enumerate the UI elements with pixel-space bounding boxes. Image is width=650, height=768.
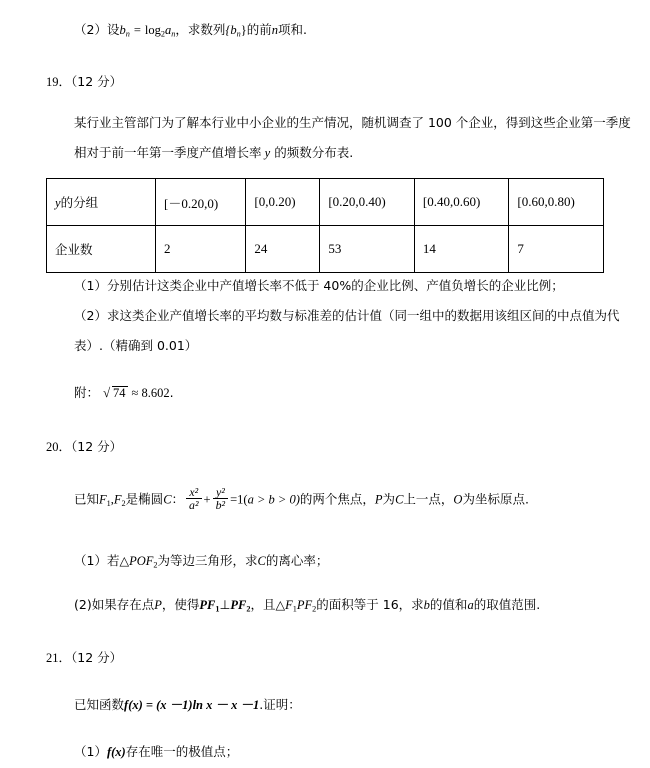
q20-stem-prefix: 已知: [74, 491, 100, 507]
fraction-numerator-x2: x²: [186, 486, 202, 499]
question-19-part-2-line-2: 表）.（精确到 0.01）: [74, 338, 198, 353]
question-19-stem-line-1: 某行业主管部门为了解本行业中小企业的生产情况，随机调查了 100 个企业，得到这些企业第一季度: [74, 115, 631, 130]
sqrt-radicand: 74: [113, 386, 126, 400]
q20-F1PF2-PF: PF: [296, 598, 313, 612]
fraction-x2-a2: [186, 486, 202, 512]
q20-PF1-subscript: 1: [215, 604, 220, 614]
q20-F2: F: [113, 492, 122, 507]
q20-POF: POF: [129, 554, 154, 568]
q20-part2-mid1: ，使得: [161, 597, 200, 612]
question-21-points: ．（12 分）: [58, 650, 123, 665]
q20-plus: +: [203, 492, 211, 507]
q18-n-symbol: n: [271, 23, 278, 37]
table-row-values: [47, 226, 604, 273]
q20-part2-mid4: 的值和: [429, 597, 468, 612]
q20-F1PF2-F: F: [285, 598, 293, 612]
question-21-stem: [74, 697, 301, 713]
q18-mid-text: ，求数列: [175, 22, 226, 37]
q18-end-text: 项和.: [278, 22, 307, 37]
q19-stem-prefix: 相对于前一年第一季度产值增长率: [74, 145, 262, 160]
q20-part1-mid: 为等边三角形，求: [157, 553, 258, 568]
table-header-cell-3: [0.20,0.40): [320, 179, 415, 226]
table-cell-value-1: 2: [156, 226, 246, 273]
question-20-header: 20．（12 分）: [46, 439, 123, 454]
q20-comma: ,: [110, 492, 114, 507]
q20-equals: =: [230, 492, 238, 507]
q20-colon: ：: [171, 491, 185, 507]
q20-condition: a > b > 0): [247, 492, 300, 507]
note-label: 附：: [74, 385, 100, 400]
q20-C2: C: [395, 492, 404, 507]
table-header-cell-1: [－0.20,0): [156, 179, 246, 226]
sqrt-74: [103, 386, 128, 401]
table-header-cell-4: [0.40,0.60): [414, 179, 509, 226]
question-19-stem-line-2: [74, 145, 353, 161]
q20-PF2: PF: [230, 598, 247, 612]
q21-stem-end: .证明：: [259, 697, 301, 712]
q18-equals: =: [133, 23, 141, 37]
q18-part2-prefix: （2）设: [74, 22, 120, 37]
table-header-cell-2: [0,0.20): [246, 179, 320, 226]
q20-PF1: PF: [199, 598, 216, 612]
question-20-part-2: [74, 597, 540, 614]
q18-set-open: {b: [225, 23, 237, 37]
q18-log-base: 2: [160, 29, 165, 39]
question-20-points: （12 分）: [71, 439, 123, 454]
fraction-denominator-b2: b²: [215, 498, 226, 513]
question-20-number: 20: [46, 440, 59, 454]
q20-F1PF2-sub2: 2: [312, 604, 317, 614]
q20-stem-mid: 是椭圆: [125, 491, 164, 507]
q21-part1-fx: (x): [111, 745, 126, 759]
question-20-stem: [74, 487, 529, 513]
q18-a-symbol: a: [164, 23, 172, 37]
table-cell-value-3: 53: [320, 226, 415, 273]
q20-point-text: 上一点，: [403, 491, 454, 507]
note-period: .: [169, 385, 174, 400]
question-19-part-2-line-1: （2）求这类企业产值增长率的平均数与标准差的估计值（同一组中的数据用该组区间的中点值为代: [74, 308, 620, 323]
q21-function-expression: (x) = (x －1)ln x － x －1: [128, 698, 260, 712]
question-19-note: [74, 385, 174, 401]
q18-tail-text: 的前: [246, 22, 272, 37]
q21-part1-f: f: [106, 745, 112, 759]
q20-part2-mid2: ，且△: [250, 597, 286, 612]
table-header-cell-5: [0.60,0.80): [509, 179, 604, 226]
q20-stem-post: 的两个焦点，: [299, 491, 375, 507]
q18-a-subscript: n: [171, 29, 176, 39]
q20-PF2-subscript: 2: [246, 604, 251, 614]
question-19-header: 19．（12 分）: [46, 74, 123, 89]
q18-set-close: }: [240, 23, 247, 37]
frequency-distribution-table: [46, 178, 604, 273]
fraction-y2-b2: [213, 486, 229, 512]
q20-origin-text: 为坐标原点.: [462, 491, 529, 507]
question-21-part-1: [74, 744, 238, 760]
q20-part2-b: b: [423, 598, 430, 612]
q21-part1-prefix: （1）: [74, 744, 107, 759]
q21-function-f: f: [124, 698, 129, 712]
q20-part2-mid3: 的面积等于 16，求: [316, 597, 424, 612]
q20-part2-end: 的取值范围.: [473, 597, 541, 612]
q18-b-subscript: n: [125, 29, 130, 39]
q20-P: P: [374, 492, 383, 507]
question-19-points: （12 分）: [71, 74, 123, 89]
question-21-number: 21: [46, 651, 59, 665]
q20-POF-subscript: 2: [153, 560, 158, 570]
question-19-number: 19: [46, 75, 59, 89]
table-row-label: 企业数: [47, 226, 156, 273]
q19-stem-suffix: 的频数分布表.: [274, 145, 354, 160]
note-approx-value: ≈ 8.602: [131, 386, 170, 400]
q21-stem-prefix: 已知函数: [74, 697, 125, 712]
q20-part1-prefix: （1）若△: [74, 553, 130, 568]
q20-perpendicular: ⊥: [219, 598, 231, 612]
q20-part1-C: C: [257, 554, 266, 568]
q20-part2-P: P: [154, 598, 162, 612]
table-header-cell-group: [47, 179, 156, 226]
fraction-numerator-y2: y²: [213, 486, 229, 499]
q18-b-symbol: b: [119, 23, 126, 37]
question-20-part-1: [74, 553, 328, 570]
table-header-label: 的分组: [60, 195, 99, 210]
q20-on-text: 为: [382, 491, 396, 507]
table-header-variable: y: [55, 196, 61, 210]
q20-F1PF2-sub1: 1: [292, 604, 297, 614]
fraction-denominator-a2: a²: [189, 498, 199, 513]
q21-part1-end: 存在唯一的极值点；: [125, 744, 239, 759]
q20-F1: F: [99, 492, 107, 507]
q20-F1-subscript: 1: [106, 498, 111, 508]
q19-variable-y: y: [264, 146, 271, 160]
q18-log: log: [144, 23, 161, 37]
q20-part1-end: 的离心率；: [265, 553, 329, 568]
q20-F2-subscript: 2: [121, 498, 126, 508]
q18-set-subscript: n: [236, 29, 241, 39]
table-cell-value-2: 24: [246, 226, 320, 273]
q20-O: O: [453, 492, 463, 507]
table-row-header: [47, 179, 604, 226]
table-cell-value-5: 7: [509, 226, 604, 273]
question-21-header: [46, 650, 122, 666]
q20-part2-a: a: [467, 598, 474, 612]
q20-C: C: [163, 492, 172, 507]
q20-part2-prefix: (2)如果存在点: [74, 597, 155, 612]
q20-one: 1(: [237, 492, 248, 507]
table-cell-value-4: 14: [414, 226, 509, 273]
question-19-part-1: （1）分别估计这类企业中产值增长率不低于 40%的企业比例、产值负增长的企业比例；: [74, 278, 564, 293]
question-18-part-2: [74, 22, 307, 39]
